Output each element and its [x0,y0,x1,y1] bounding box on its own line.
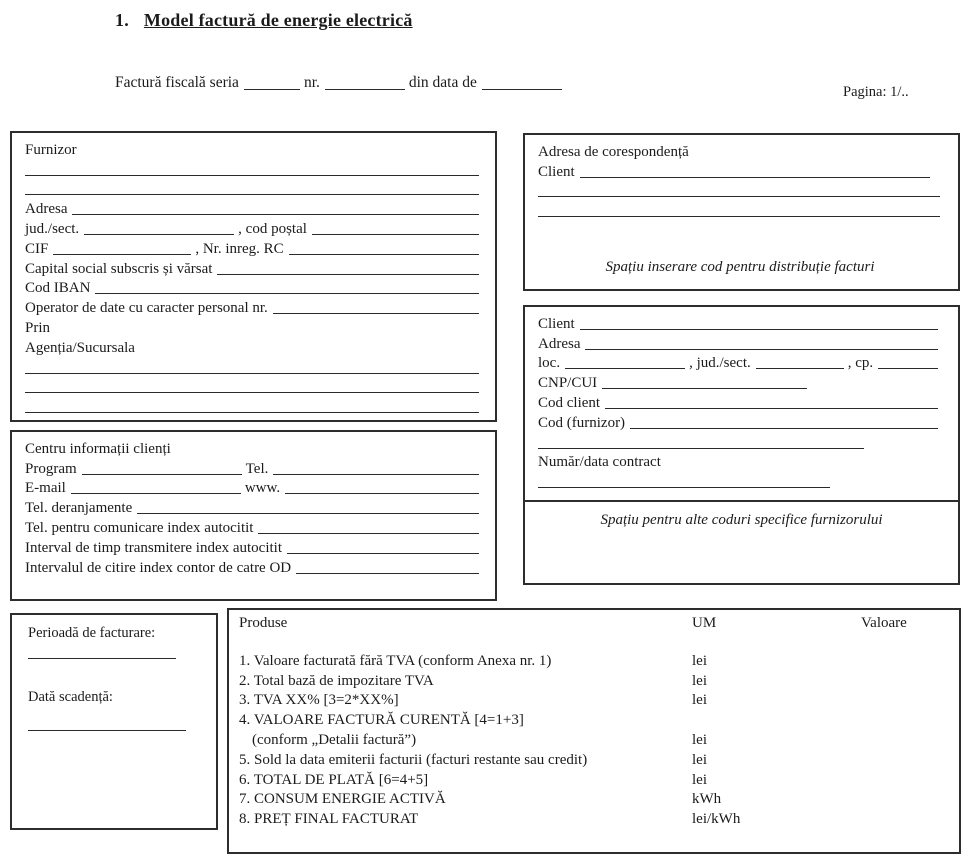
furnizor-nrinreg-blank [289,252,479,255]
date-blank-field [482,87,562,90]
produse-row-6-valoare [861,771,953,791]
perioada-scadenta-blank [28,728,186,731]
corespondenta-note: Spațiu inserare cod pentru distribuție facturi [605,259,875,276]
produse-row-4-valoare [861,711,953,731]
produse-row-6 [239,771,953,791]
produse-row-3-label: 3. TVA XX% [3=2*XX%] [239,692,399,709]
produse-row-4b-valoare [861,731,953,751]
produse-row-4-label: 4. VALOARE FACTURĂ CURENTĂ [4=1+3] [239,712,524,729]
client-loc-label: loc. [538,355,561,372]
furnizor-agentia-label: Agenția/Sucursala [25,339,135,356]
furnizor-judsect-label: jud./sect. [25,220,80,237]
furnizor-adresa-label: Adresa [25,201,68,218]
corespondenta-box [523,133,960,291]
furnizor-box [10,131,497,422]
centru-tel-deranjamente-label: Tel. deranjamente [25,500,133,517]
client-cnpcui-label: CNP/CUI [538,375,598,392]
client-box-divider [525,500,958,502]
produse-header-produse: Produse [239,615,288,631]
produse-row-4b-label: (conform „Detalii factură”) [252,731,417,748]
furnizor-cif-blank [53,252,191,255]
corespondenta-title: Adresa de corespondență [538,143,689,160]
furnizor-iban-blank [95,291,479,294]
client-cp-blank [878,366,938,369]
invoice-serial-line [115,72,566,92]
furnizor-iban-label: Cod IBAN [25,280,91,297]
produse-row-4b [239,731,953,751]
nr-label: nr. [303,74,320,91]
title-number: 1. [115,10,129,30]
title-text: Model factură de energie electrică [143,10,413,30]
produse-row-2-valoare [861,672,953,692]
client-loc-blank [565,366,685,369]
client-label: Client [538,315,575,332]
centru-email-label: E-mail [25,480,66,497]
perioada-box [10,613,218,830]
produse-row-8-label: 8. PREȚ FINAL FACTURAT [239,811,419,828]
produse-row-6-label: 6. TOTAL DE PLATĂ [6=4+5] [239,771,429,788]
centru-interval-transmitere-blank [287,551,479,554]
perioada-scadenta-label: Dată scadență: [28,689,113,705]
corespondenta-client-blank [580,175,930,178]
centru-email-blank [71,491,241,494]
centru-interval-transmitere-label: Interval de timp transmitere index autocitit [25,539,282,556]
furnizor-prin-label: Prin [25,319,51,336]
produse-row-7-valoare [861,790,953,810]
furnizor-judsect-blank [84,232,234,235]
produse-row-5-um: lei [692,751,707,768]
produse-row-1 [239,652,953,672]
page-title [115,10,413,31]
furnizor-name-blank-2 [25,192,479,195]
page-number: Pagina: 1/.. [843,84,909,100]
client-cod-furnizor-blank [630,426,938,429]
centru-www-label: www. [244,480,281,497]
produse-row-3-um: lei [692,692,707,709]
client-cod-client-blank [605,406,938,409]
produse-row-4 [239,711,953,731]
centru-title: Centru informații clienți [25,440,171,457]
client-extra-blank-2 [538,485,830,488]
furnizor-extra-blank-1 [25,371,479,374]
produse-header-um: UM [692,615,717,631]
produse-row-4b-um: lei [692,731,707,748]
produse-row-7-label: 7. CONSUM ENERGIE ACTIVĂ [239,791,446,808]
perioada-facturare-label: Perioadă de facturare: [28,625,156,641]
perioada-facturare-blank [28,656,176,659]
produse-row-1-um: lei [692,652,707,669]
produse-row-3-valoare [861,691,953,711]
furnizor-operator-blank [273,311,479,314]
produse-row-8 [239,810,953,830]
centru-program-blank [82,472,242,475]
furnizor-codpostal-blank [312,232,479,235]
produse-row-7 [239,790,953,810]
client-box [523,305,960,585]
furnizor-cif-label: CIF [25,240,49,257]
produse-header-valoare: Valoare [861,615,907,631]
produse-box [227,608,961,854]
centru-tel-blank [273,472,479,475]
produse-row-2-label: 2. Total bază de impozitare TVA [239,672,434,689]
client-cod-furnizor-label: Cod (furnizor) [538,414,626,431]
furnizor-capital-blank [217,272,479,275]
client-judsect-blank [756,366,844,369]
furnizor-codpostal-label: , cod poștal [238,220,307,237]
centru-interval-citire-label: Intervalul de citire index contor de catre OD [25,559,292,576]
centru-tel-index-label: Tel. pentru comunicare index autocitit [25,519,254,536]
centru-tel-label: Tel. [245,460,269,477]
furnizor-extra-blank-2 [25,390,479,393]
produse-row-1-valoare [861,652,953,672]
centru-interval-citire-blank [296,571,479,574]
centru-informatii-box [10,430,497,601]
date-label: din data de [408,74,477,91]
serial-blank-field [244,87,300,90]
furnizor-nrinreg-label: , Nr. inreg. RC [195,240,284,257]
client-cnpcui-blank [602,386,807,389]
produse-row-2 [239,672,953,692]
corespondenta-client-label: Client [538,163,575,180]
client-judsect-label: , jud./sect. [689,355,751,372]
furnizor-adresa-blank [72,212,479,215]
produse-row-6-um: lei [692,771,707,788]
centru-program-label: Program [25,460,77,477]
corespondenta-blank-2 [538,214,940,217]
corespondenta-blank-1 [538,194,940,197]
client-note: Spațiu pentru alte coduri specifice furnizorului [600,512,883,529]
client-adresa-blank [585,347,938,350]
client-cod-client-label: Cod client [538,394,601,411]
produse-row-1-label: 1. Valoare facturată fără TVA (conform Anexa nr. 1) [239,652,552,669]
produse-row-5-valoare [861,751,953,771]
produse-row-8-um: lei/kWh [692,811,741,828]
client-cp-label: , cp. [847,355,874,372]
produse-row-4-um [689,711,861,731]
furnizor-extra-blank-3 [25,410,479,413]
produse-row-5-label: 5. Sold la data emiterii facturii (facturi restante sau credit) [239,751,588,768]
client-numar-contract-label: Număr/data contract [538,454,661,471]
nr-blank-field [325,87,405,90]
centru-tel-deranjamente-blank [137,511,479,514]
client-extra-blank-1 [538,446,864,449]
produse-row-2-um: lei [692,672,707,689]
client-name-blank [580,327,938,330]
furnizor-operator-label: Operator de date cu caracter personal nr. [25,300,268,317]
produse-table-header [239,614,953,634]
produse-row-7-um: kWh [692,791,722,808]
furnizor-name-blank-1 [25,173,479,176]
client-adresa-label: Adresa [538,335,581,352]
produse-row-8-valoare [861,810,953,830]
centru-www-blank [285,491,479,494]
centru-tel-index-blank [258,531,479,534]
produse-row-5 [239,751,953,771]
furnizor-capital-label: Capital social subscris și vărsat [25,260,213,277]
produse-row-3 [239,691,953,711]
serial-label: Factură fiscală seria [115,74,239,91]
furnizor-title: Furnizor [25,141,77,158]
